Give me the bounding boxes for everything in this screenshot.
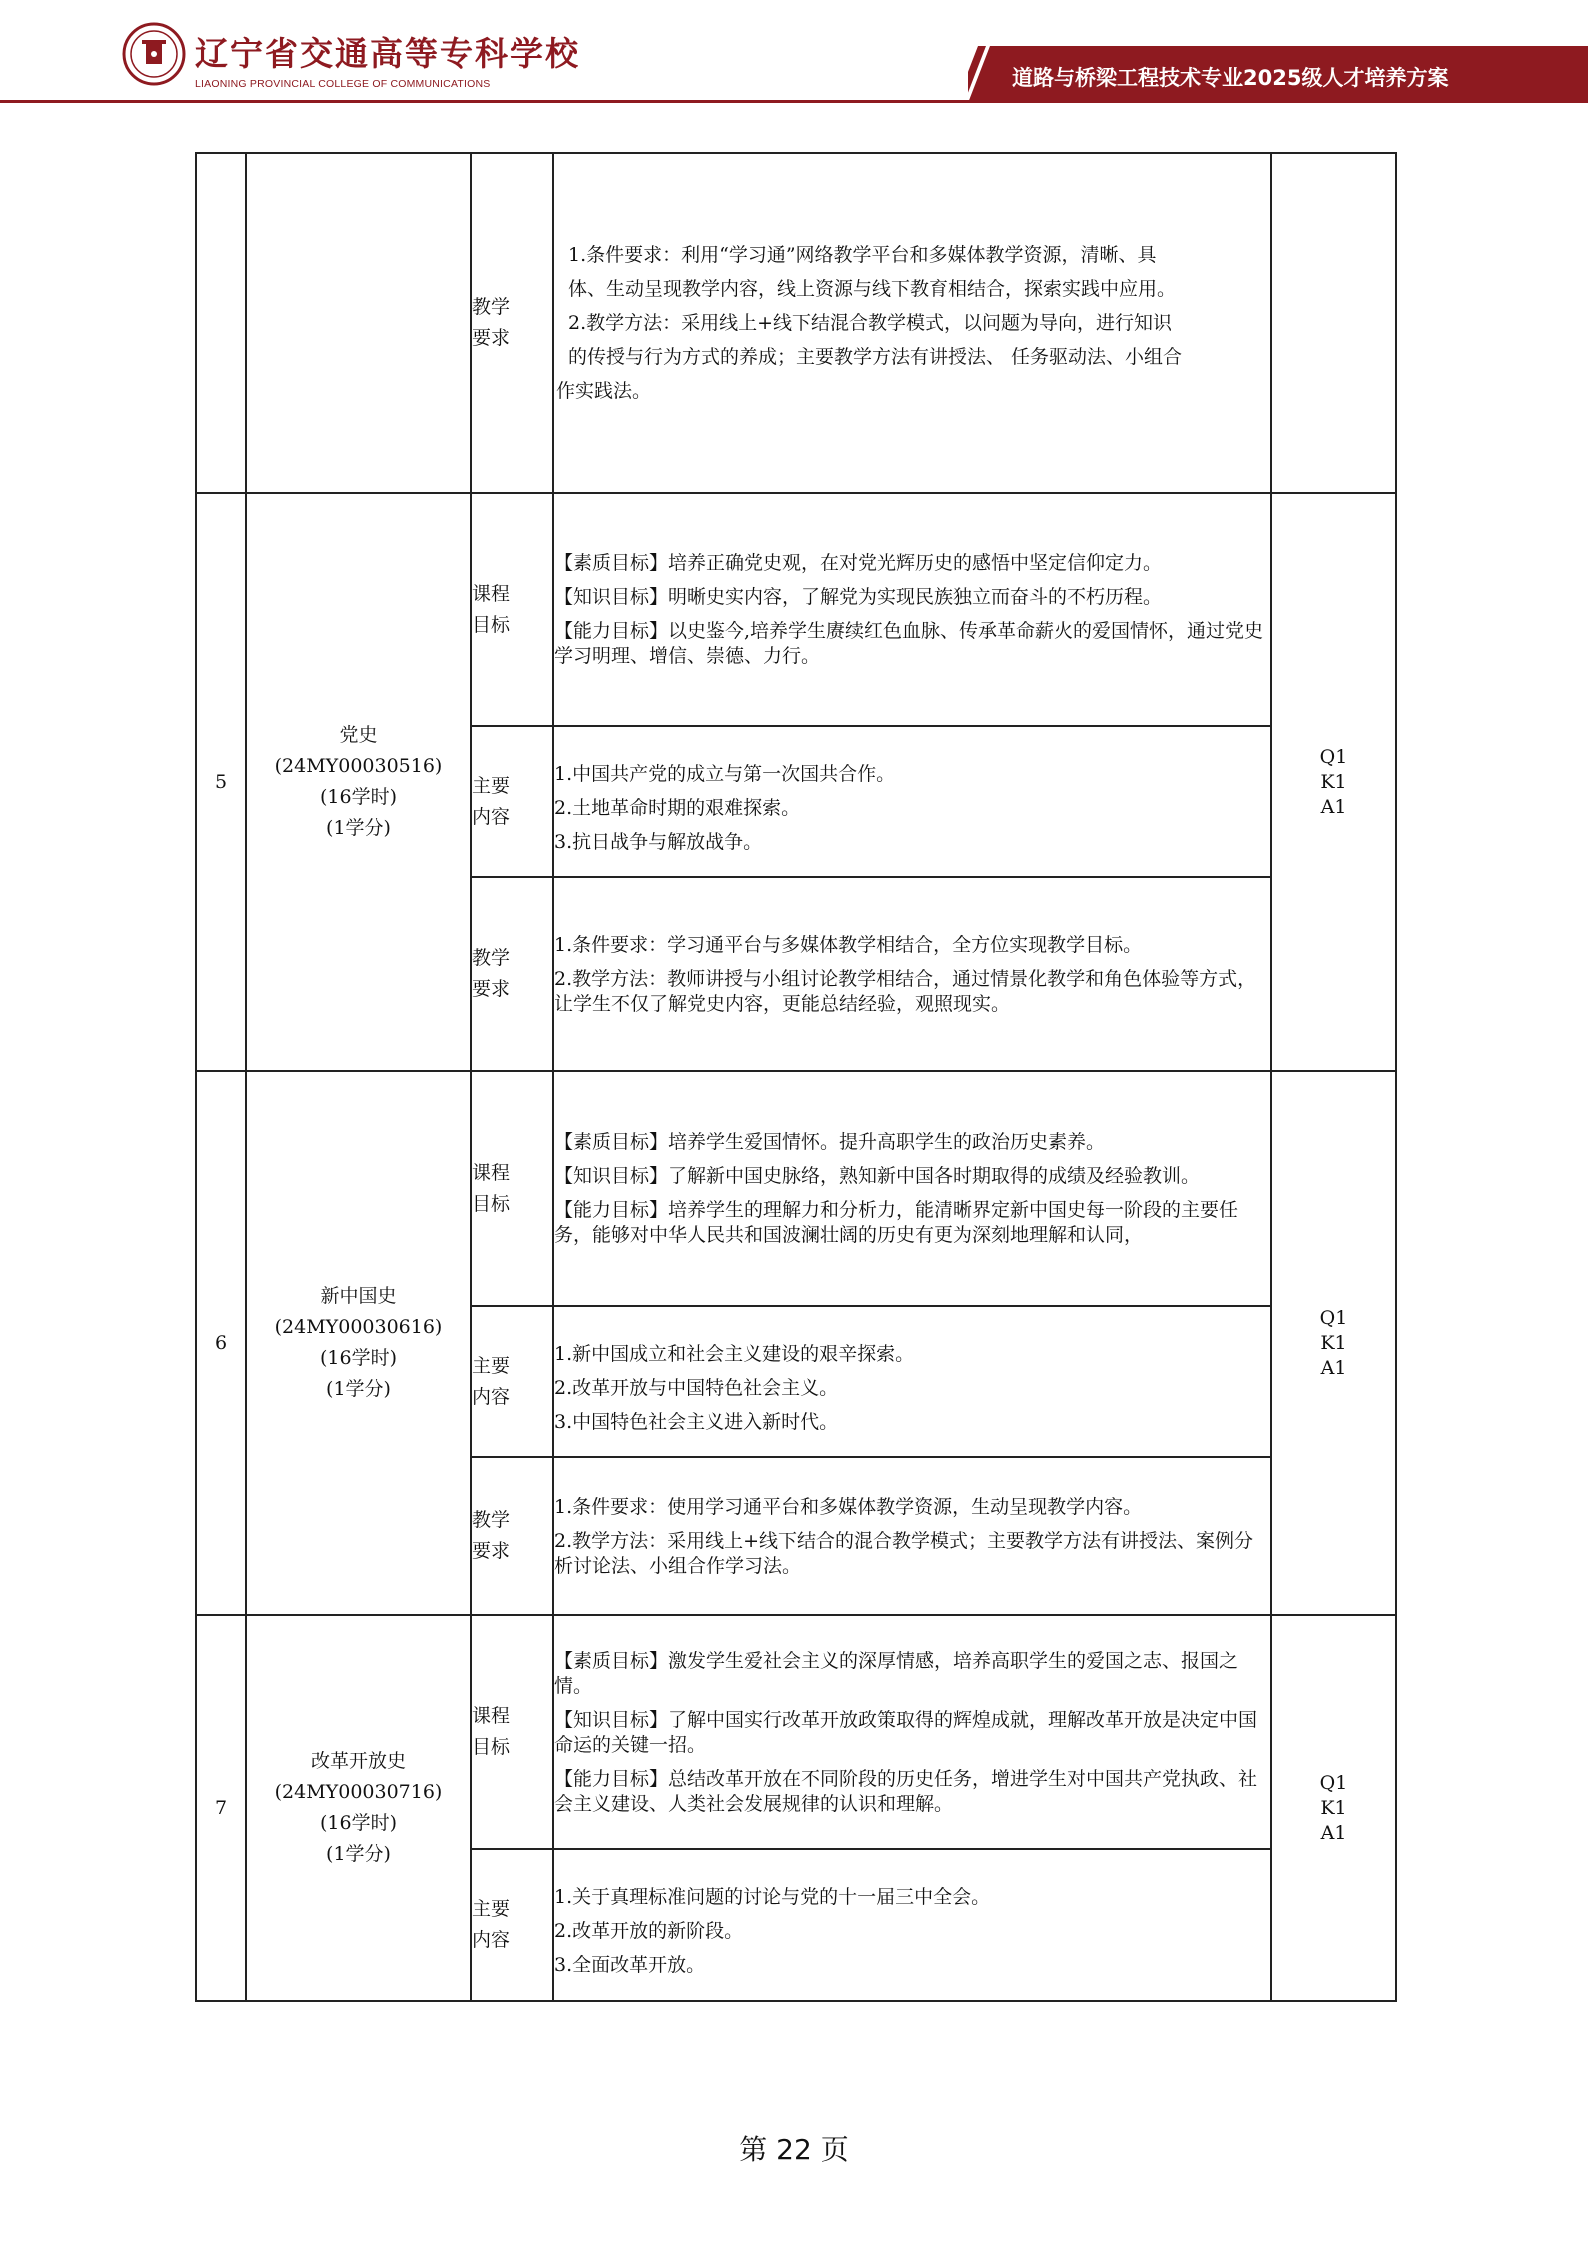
table-row — [196, 1615, 1396, 1849]
course-credit: (1学分) — [326, 1843, 391, 1865]
goal-line: 【能力目标】总结改革开放在不同阶段的历史任务，增进学生对中国共产党执政、社会主义建设、人类社会发展规律的认识和理解。 — [554, 1767, 1258, 1815]
requirement-line: 作实践法。 — [556, 380, 652, 402]
content-line: 2.土地革命时期的艰难探索。 — [554, 796, 801, 819]
section-label-req: 教学要求 — [472, 947, 511, 1000]
section-label-content: 主要内容 — [472, 1898, 511, 1951]
section-label-cell — [471, 1071, 553, 1306]
content-cell — [553, 1849, 1271, 2001]
course-name: 新中国史 — [320, 1285, 397, 1307]
content-cell — [553, 726, 1271, 877]
requirement-line: 1.条件要求：利用“学习通”网络教学平台和多媒体教学资源，清晰、具 — [568, 244, 1157, 266]
school-name — [195, 28, 580, 90]
code-item: A1 — [1320, 795, 1347, 818]
goals-cell — [553, 493, 1271, 726]
requirement-line: 1.条件要求：使用学习通平台和多媒体教学资源，生动呈现教学内容。 — [554, 1495, 1143, 1518]
content-line: 2.改革开放的新阶段。 — [554, 1920, 744, 1942]
content-line: 1.中国共产党的成立与第一次国共合作。 — [554, 762, 896, 785]
row-number: 7 — [196, 1615, 246, 2001]
section-label-cell — [471, 1849, 553, 2001]
table-row — [196, 493, 1396, 726]
section-label-cell — [471, 1457, 553, 1615]
goal-line: 【能力目标】以史鉴今,培养学生赓续红色血脉、传承革命薪火的爱国情怀，通过党史学习明理、增信、崇德、力行。 — [554, 620, 1264, 667]
goals-cell — [553, 1615, 1271, 1849]
code-item: Q1 — [1319, 1771, 1348, 1794]
goals-cell — [553, 1071, 1271, 1306]
code-item: K1 — [1320, 1331, 1347, 1354]
section-label-cell — [471, 493, 553, 726]
section-label-cell — [471, 1615, 553, 1849]
codes-cell — [1271, 153, 1396, 493]
requirements-cell — [553, 1457, 1271, 1615]
content-line: 3.全面改革开放。 — [554, 1954, 706, 1976]
requirement-line: 的传授与行为方式的养成；主要教学方法有讲授法、 任务驱动法、小组合 — [568, 346, 1183, 368]
course-name-cell — [246, 1071, 471, 1615]
course-credit: (1学分) — [326, 817, 391, 839]
school-name-en: LIAONING PROVINCIAL COLLEGE OF COMMUNICATIONS — [195, 78, 491, 90]
requirements-cell — [553, 877, 1271, 1071]
goal-line: 【知识目标】了解新中国史脉络，熟知新中国各时期取得的成绩及经验教训。 — [554, 1165, 1201, 1187]
course-hours: (16学时) — [319, 1812, 397, 1834]
requirement-line: 体、生动呈现教学内容，线上资源与线下教育相结合，探索实践中应用。 — [568, 278, 1177, 300]
row-number: 5 — [196, 493, 246, 1071]
codes-cell — [1271, 493, 1396, 1071]
page-header — [0, 0, 1588, 108]
course-name-cell — [246, 493, 471, 1071]
section-label-cell — [471, 877, 553, 1071]
course-code: (24MY00030716) — [274, 1781, 443, 1803]
section-label-cell — [471, 726, 553, 877]
school-name-cn: 辽宁省交通高等专科学校 — [195, 34, 580, 73]
course-name: 改革开放史 — [310, 1750, 406, 1772]
code-item: Q1 — [1319, 745, 1348, 768]
course-name: 党史 — [339, 724, 378, 746]
content-line: 1.关于真理标准问题的讨论与党的十一届三中全会。 — [554, 1886, 991, 1908]
section-label-goal: 课程目标 — [472, 582, 511, 636]
course-code: (24MY00030616) — [274, 1316, 443, 1338]
school-logo-icon — [122, 22, 186, 86]
section-label-req: 教学要求 — [472, 1509, 511, 1562]
content-line: 3.中国特色社会主义进入新时代。 — [554, 1410, 839, 1433]
requirement-line: 2.教学方法：采用线上+线下结合的混合教学模式；主要教学方法有讲授法、案例分析讨论法、小组合作学习法。 — [554, 1529, 1254, 1577]
course-credit: (1学分) — [326, 1378, 391, 1400]
goal-line: 【能力目标】培养学生的理解力和分析力，能清晰界定新中国史每一阶段的主要任务，能够对中华人民共和国波澜壮阔的历史有更为深刻地理解和认同， — [554, 1199, 1239, 1246]
document-title: 道路与桥梁工程技术专业2025级人才培养方案 — [1012, 66, 1449, 90]
course-code: (24MY00030516) — [274, 755, 443, 777]
requirement-line: 2.教学方法：采用线上+线下结混合教学模式，以问题为导向，进行知识 — [568, 312, 1173, 334]
section-label-req: 教学要求 — [472, 296, 511, 349]
row-number: 6 — [196, 1071, 246, 1615]
course-name-cell — [246, 1615, 471, 2001]
section-label-cell — [471, 153, 553, 493]
code-item: A1 — [1320, 1821, 1347, 1844]
content-line: 2.改革开放与中国特色社会主义。 — [554, 1376, 839, 1399]
section-label-goal: 课程目标 — [472, 1161, 511, 1215]
page-number: 第 22 页 — [739, 2133, 849, 2166]
section-label-cell — [471, 1306, 553, 1457]
course-name-cell — [246, 153, 471, 493]
header-divider — [0, 100, 1588, 103]
codes-cell — [1271, 1615, 1396, 2001]
course-hours: (16学时) — [319, 1347, 397, 1369]
goal-line: 【知识目标】了解中国实行改革开放政策取得的辉煌成就，理解改革开放是决定中国命运的关键一招。 — [554, 1708, 1258, 1756]
goal-line: 【素质目标】激发学生爱社会主义的深厚情感，培养高职学生的爱国之志、报国之情。 — [554, 1649, 1239, 1697]
codes-cell — [1271, 1071, 1396, 1615]
content-cell — [553, 1306, 1271, 1457]
goal-line: 【知识目标】明晰史实内容，了解党为实现民族独立而奋斗的不朽历程。 — [554, 586, 1163, 608]
code-item: A1 — [1320, 1356, 1347, 1379]
section-label-goal: 课程目标 — [472, 1705, 511, 1758]
table-row — [196, 1071, 1396, 1306]
code-item: K1 — [1320, 1796, 1347, 1819]
section-label-content: 主要内容 — [472, 1354, 511, 1408]
code-item: Q1 — [1319, 1306, 1348, 1329]
content-line: 1.新中国成立和社会主义建设的艰辛探索。 — [554, 1342, 915, 1365]
section-label-content: 主要内容 — [472, 774, 511, 828]
goal-line: 【素质目标】培养正确党史观，在对党光辉历史的感悟中坚定信仰定力。 — [554, 552, 1163, 574]
goal-line: 【素质目标】培养学生爱国情怀。提升高职学生的政治历史素养。 — [554, 1131, 1106, 1153]
row-number-cell — [196, 153, 246, 493]
requirements-cell — [553, 153, 1271, 493]
table-row — [196, 153, 1396, 493]
course-table — [195, 152, 1397, 2002]
requirement-line: 2.教学方法：教师讲授与小组讨论教学相结合，通过情景化教学和角色体验等方式，让学生不仅了解党史内容，更能总结经验，观照现实。 — [554, 967, 1257, 1015]
code-item: K1 — [1320, 770, 1347, 793]
requirement-line: 1.条件要求：学习通平台与多媒体教学相结合，全方位实现教学目标。 — [554, 933, 1143, 956]
content-line: 3.抗日战争与解放战争。 — [554, 830, 763, 853]
course-hours: (16学时) — [319, 786, 397, 808]
